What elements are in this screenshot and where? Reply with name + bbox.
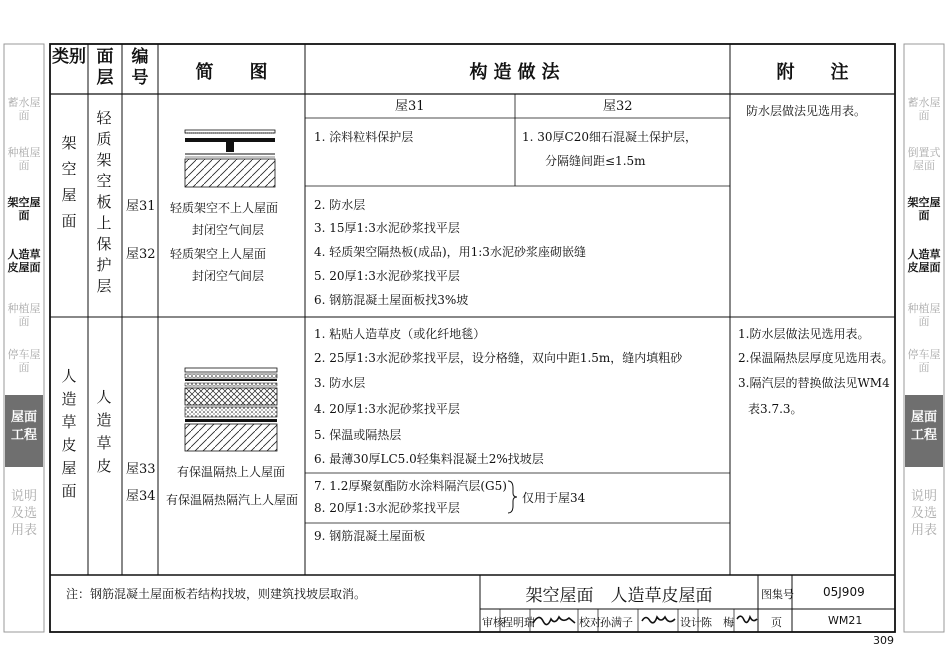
header-notes: 附 注 — [776, 62, 849, 83]
section1-subhead-a: 屋31 — [395, 99, 425, 114]
section2-step-9: 9. 钢筋混凝土屋面板 — [314, 529, 426, 543]
review-label: 审核 — [482, 616, 504, 629]
section1-caption-3: 轻质架空上人屋面 — [170, 247, 267, 261]
left-tab-7[interactable]: 说明及选用表 — [10, 489, 37, 538]
footer-note: 注：钢筋混凝土屋面板若结构找坡，则建筑找坡层取消。 — [66, 587, 367, 601]
right-tab-2[interactable]: 架空屋面 — [907, 196, 941, 222]
left-tab-4[interactable]: 种植屋面 — [7, 302, 41, 328]
section2-step-2: 2. 25厚1:3水泥砂浆找平层，设分格缝，双向中距1.5m，缝内填粗砂 — [314, 351, 683, 365]
review-name: 程明瑞 — [502, 616, 535, 629]
section1-step-b1: 1. 30厚C20细石混凝土保护层， — [522, 130, 697, 144]
page-label: 页 — [771, 616, 782, 629]
right-tab-4[interactable]: 种植屋面 — [907, 302, 941, 328]
section2-step-7: 7. 1.2厚聚氨酯防水涂料隔汽层(G5) — [314, 479, 507, 493]
section1-step-5: 5. 20厚1:3水泥砂浆找平层 — [314, 269, 460, 283]
section1-subhead-b: 屋32 — [603, 99, 633, 114]
section2-caption-1: 有保温隔热上人屋面 — [177, 465, 286, 479]
check-name: 孙满子 — [600, 616, 633, 629]
section1-number-1: 屋31 — [126, 199, 156, 214]
section1-note: 防水层做法见选用表。 — [746, 104, 867, 118]
section1-step-b2: 分隔缝间距≤1.5m — [545, 154, 646, 168]
right-tab-3[interactable]: 人造草皮屋面 — [907, 248, 941, 274]
section1-step-6: 6. 钢筋混凝土屋面板找3%坡 — [314, 293, 469, 307]
atlas-number: 05J909 — [823, 585, 865, 599]
left-tab-6[interactable]: 屋面工程 — [5, 395, 43, 467]
section1-layer-diagram — [180, 128, 280, 190]
header-category: 类别 — [52, 47, 86, 67]
brace-icon — [507, 480, 519, 514]
section1-caption-4: 封闭空气间层 — [192, 269, 265, 283]
left-tab-3[interactable]: 人造草皮屋面 — [7, 248, 41, 274]
section1-surface: 轻质架空板上保护层 — [96, 109, 112, 295]
review-signature — [531, 611, 577, 629]
section2-note-3: 3.隔汽层的替换做法见WM4 — [738, 376, 890, 390]
right-tab-5[interactable]: 停车屋面 — [907, 348, 941, 374]
section1-step-3: 3. 15厚1:3水泥砂浆找平层 — [314, 221, 460, 235]
section2-category: 人造草皮屋面 — [61, 367, 77, 500]
right-tab-7[interactable]: 说明及选用表 — [910, 489, 937, 538]
left-tab-2[interactable]: 架空屋面 — [7, 196, 41, 222]
section1-caption-1: 轻质架空不上人屋面 — [170, 201, 279, 215]
right-tab-0[interactable]: 蓄水屋面 — [907, 96, 941, 122]
section2-brace-note: 仅用于屋34 — [522, 491, 586, 505]
section2-step-3: 3. 防水层 — [314, 376, 366, 390]
drawing-title: 架空屋面 人造草皮屋面 — [525, 586, 713, 606]
section1-number-2: 屋32 — [126, 247, 156, 262]
page-code: WM21 — [828, 614, 863, 627]
design-name: 陈 梅 — [701, 616, 734, 629]
check-signature — [640, 611, 678, 629]
section2-number-2: 屋34 — [126, 489, 156, 504]
page-number: 309 — [873, 634, 894, 647]
left-tab-1[interactable]: 种植屋面 — [7, 146, 41, 172]
header-number: 编号 — [131, 47, 149, 88]
header-diagram: 简 图 — [195, 62, 268, 83]
design-signature — [735, 611, 759, 629]
section2-step-4: 4. 20厚1:3水泥砂浆找平层 — [314, 402, 460, 416]
section2-number-1: 屋33 — [126, 462, 156, 477]
section2-caption-2: 有保温隔热隔汽上人屋面 — [166, 493, 299, 507]
section2-note-2: 2.保温隔热层厚度见选用表。 — [738, 351, 894, 365]
atlas-label: 图集号 — [761, 588, 794, 601]
right-tab-1[interactable]: 倒置式屋面 — [907, 146, 941, 172]
left-tab-5[interactable]: 停车屋面 — [7, 348, 41, 374]
header-surface: 面层 — [96, 47, 114, 88]
right-tab-6[interactable]: 屋面工程 — [905, 395, 943, 467]
section1-category: 架空屋面 — [61, 134, 77, 230]
section1-step-4: 4. 轻质架空隔热板(成品)，用1:3水泥砂浆座砌嵌缝 — [314, 245, 586, 259]
section1-step-2: 2. 防水层 — [314, 198, 366, 212]
section2-step-6: 6. 最薄30厚LC5.0轻集料混凝土2%找坡层 — [314, 452, 544, 466]
section2-step-8: 8. 20厚1:3水泥砂浆找平层 — [314, 501, 460, 515]
section1-step-a: 1. 涂料粒料保护层 — [314, 130, 414, 144]
section2-note-1: 1.防水层做法见选用表。 — [738, 327, 870, 341]
section2-layer-diagram — [183, 367, 279, 453]
left-tab-0[interactable]: 蓄水屋面 — [7, 96, 41, 122]
section2-note-4: 表3.7.3。 — [748, 402, 803, 416]
check-label: 校对 — [579, 616, 601, 629]
section2-step-1: 1. 粘贴人造草皮（或化纤地毯） — [314, 327, 486, 341]
design-label: 设计 — [680, 616, 702, 629]
section2-step-5: 5. 保温或隔热层 — [314, 428, 402, 442]
section1-caption-2: 封闭空气间层 — [192, 223, 265, 237]
section2-surface: 人造草皮 — [96, 388, 112, 475]
header-method: 构造做法 — [469, 62, 566, 83]
